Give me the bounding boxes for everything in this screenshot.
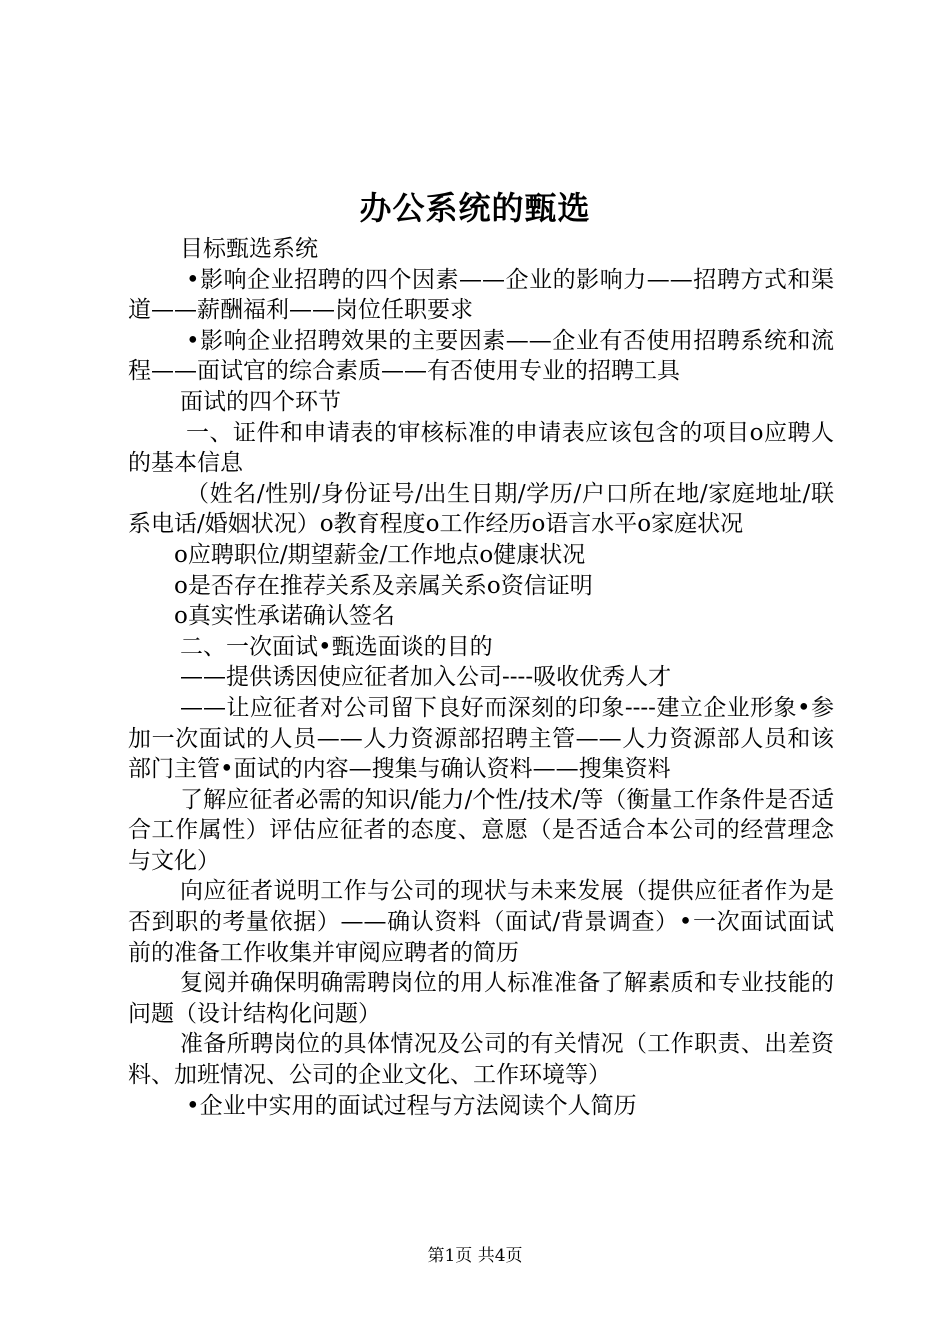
paragraph: 目标甄选系统 bbox=[180, 236, 318, 262]
paragraph: o应聘职位/期望薪金/工作地点o健康状况 bbox=[174, 541, 586, 568]
paragraph: ——让应征者对公司留下良好而深刻的印象----建立企业形象•参加一次面试的人员——人力资源部招聘主管——人力资源部人员和该部门主管•面试的内容—搜集与确认资料——搜集资料 bbox=[128, 694, 834, 783]
document-body bbox=[128, 234, 834, 1121]
paragraph: ——提供诱因使应征者加入公司----吸收优秀人才 bbox=[180, 664, 672, 691]
paragraph: 面试的四个环节 bbox=[180, 388, 341, 415]
paragraph: o真实性承诺确认签名 bbox=[174, 603, 395, 630]
paragraph: 向应征者说明工作与公司的现状与未来发展（提供应征者作为是否到职的考量依据）——确认资料（面试/背景调查）•一次面试面试前的准备工作收集并审阅应聘者的简历 bbox=[128, 878, 834, 966]
paragraph: 一、证件和申请表的审核标准的申请表应该包含的项目o应聘人的基本信息 bbox=[128, 419, 834, 477]
paragraph: 二、一次面试•甄选面谈的目的 bbox=[180, 633, 493, 660]
paragraph: •影响企业招聘效果的主要因素——企业有否使用招聘系统和流程——面试官的综合素质——有否使用专业的招聘工具 bbox=[128, 327, 834, 385]
page-indicator: 第1页 共4页 bbox=[427, 1246, 523, 1266]
page-footer bbox=[0, 1244, 950, 1268]
paragraph: o是否存在推荐关系及亲属关系o资信证明 bbox=[174, 572, 593, 599]
paragraph: •影响企业招聘的四个因素——企业的影响力——招聘方式和渠道——薪酬福利——岗位任职要求 bbox=[128, 266, 834, 324]
paragraph: （姓名/性别/身份证号/出生日期/学历/户口所在地/家庭地址/联系电话/婚姻状况）o教育程度o工作经历o语言水平o家庭状况 bbox=[128, 480, 834, 538]
paragraph: 准备所聘岗位的具体情况及公司的有关情况（工作职责、出差资料、加班情况、公司的企业文化、工作环境等） bbox=[128, 1031, 834, 1089]
paragraph: 复阅并确保明确需聘岗位的用人标准准备了解素质和专业技能的问题（设计结构化问题） bbox=[128, 970, 834, 1027]
paragraph: •企业中实用的面试过程与方法阅读个人简历 bbox=[186, 1092, 637, 1119]
paragraph: 了解应征者必需的知识/能力/个性/技术/等（衡量工作条件是否适合工作属性）评估应征者的态度、意愿（是否适合本公司的经营理念与文化） bbox=[128, 786, 834, 874]
document-title: 办公系统的甄选 bbox=[359, 189, 591, 227]
